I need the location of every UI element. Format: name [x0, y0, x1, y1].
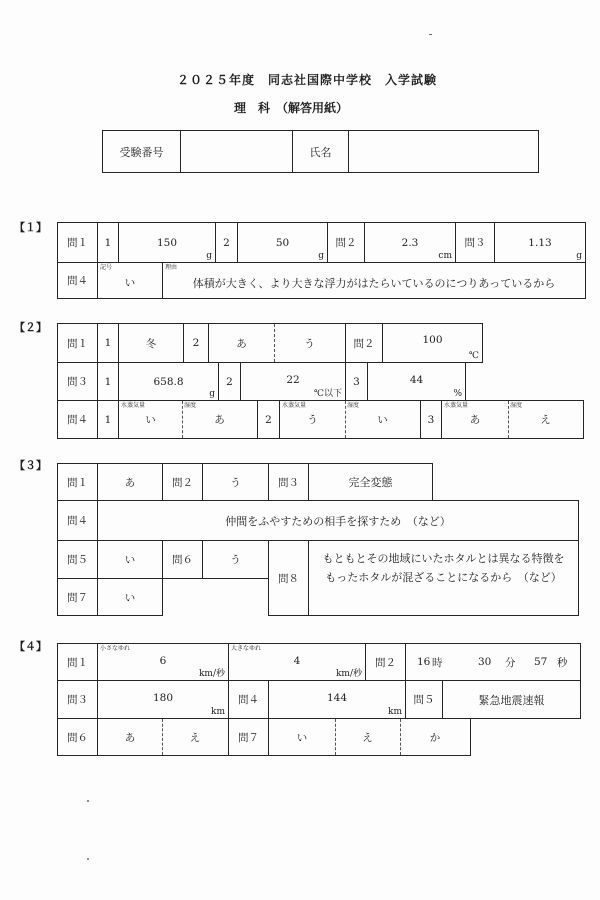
s4-q1-label: 問１ [57, 643, 98, 681]
answer-value: い [377, 414, 388, 426]
s1-q1-sub2-number: 2 [215, 222, 238, 263]
page-subtitle: 理 科 （解答用紙） [233, 101, 348, 115]
answer-value: あ [124, 731, 136, 744]
s2-q3-sub3-number: 3 [345, 362, 368, 401]
s4-q3-label: 問３ [57, 680, 98, 719]
s3-q4-label: 問４ [57, 500, 98, 541]
s3-q2-label: 問２ [162, 463, 203, 501]
s1-q3-label: 問３ [455, 222, 495, 263]
scan-speck [87, 800, 89, 802]
s1-q1-answer2 [237, 222, 328, 263]
s1-q4-reason [162, 262, 586, 299]
s4-q6-answer [97, 718, 229, 756]
unit-label: km [211, 707, 225, 717]
s2-q3-answer3 [367, 362, 466, 401]
s3-q1-answer: あ [97, 463, 163, 501]
s4-q5-answer: 緊急地震速報 [442, 680, 581, 719]
answer-value: え [189, 731, 201, 744]
s1-q1-answer1 [118, 222, 216, 263]
s4-q6-label: 問６ [57, 718, 98, 756]
unit-label: g [576, 251, 582, 261]
unit-label: ℃以下 [313, 389, 342, 399]
answer-value: え [362, 731, 373, 744]
symbol-caption: 記号 [100, 264, 113, 271]
unit-label: g [318, 251, 324, 261]
unit-label: % [453, 389, 462, 399]
answer-value: 150 [156, 236, 178, 249]
humidity-caption: 湿度 [184, 402, 197, 409]
section-2-label: 【２】 [14, 321, 47, 334]
answer-text: 体積が大きく、より大きな浮力がはたらいているのにつりあっているから [192, 276, 556, 290]
s3-q6-label: 問６ [162, 540, 203, 579]
s4-q1-small-quake [97, 643, 229, 681]
scan-speck [87, 858, 89, 860]
s3-q3-label: 問３ [268, 463, 309, 501]
large-quake-caption: 大きなゆれ [231, 645, 262, 652]
answer-value: 1.13 [528, 236, 552, 249]
s2-q3-sub2-number: 2 [218, 362, 241, 401]
s3-q8-answer [308, 540, 579, 616]
answer-value: 2.3 [401, 236, 419, 249]
answer-value: う [304, 337, 315, 350]
s2-q1-sub1-number: 1 [97, 323, 119, 363]
s3-q8-label: 問８ [268, 540, 309, 616]
vapor-part [442, 401, 508, 438]
s3-q3-answer: 完全変態 [308, 463, 433, 501]
s1-q3-answer [494, 222, 586, 263]
s2-q4-answer1 [118, 400, 258, 439]
s4-q2-answer [405, 643, 581, 681]
answer-value: え [540, 414, 551, 426]
reason-caption: 理由 [165, 264, 178, 271]
s3-q4-answer: 仲間をふやすための相手を探すため （など） [97, 500, 579, 541]
s2-q1-label: 問１ [57, 323, 98, 363]
s4-q2-label: 問２ [365, 643, 406, 681]
answer-value: あ [236, 337, 247, 350]
s2-q4-label: 問４ [57, 400, 98, 439]
vapor-caption: 水蒸気量 [121, 402, 146, 409]
section-3-label: 【３】 [14, 459, 47, 472]
s2-q1-sub2-number: 2 [183, 323, 209, 363]
s2-q1-answer2 [208, 323, 346, 363]
s2-q3-sub1-number: 1 [97, 362, 119, 401]
s2-q4-answer2 [279, 400, 421, 439]
second-unit: 秒 [557, 656, 568, 669]
unit-label: cm [438, 251, 452, 261]
exam-number-label: 受験番号 [102, 130, 181, 173]
name-label: 氏名 [292, 130, 349, 173]
s2-q2-label: 問２ [345, 323, 383, 363]
unit-label: km [388, 707, 402, 717]
s2-q4-answer3 [441, 400, 584, 439]
vapor-part [280, 401, 345, 438]
answer-value: か [429, 731, 441, 744]
answer-value: 4 [293, 655, 301, 667]
scan-speck [429, 34, 432, 35]
answer-value: 44 [409, 373, 424, 386]
humidity-part [345, 401, 420, 438]
s3-q6-answer: う [202, 540, 269, 579]
second-value: 57 [534, 656, 548, 668]
humidity-caption: 湿度 [347, 402, 360, 409]
unit-label: g [209, 389, 215, 399]
unit-label: ℃ [468, 351, 479, 361]
hour-value: 16 [417, 656, 431, 668]
answer-value: あ [469, 414, 481, 426]
answer-value: あ [214, 414, 225, 426]
small-quake-caption: 小さなゆれ [100, 645, 131, 652]
s2-q2-answer [382, 323, 483, 363]
s2-q3-answer1 [118, 362, 219, 401]
s1-q4-label: 問４ [57, 262, 98, 299]
s3-q7-answer: い [97, 578, 163, 616]
s2-q4-sub1-number: 1 [97, 400, 119, 439]
answer-value: い [296, 731, 308, 744]
name-field [348, 130, 539, 173]
s3-q5-label: 問５ [57, 540, 98, 579]
s2-q3-answer2 [240, 362, 346, 401]
unit-label: km/秒 [198, 669, 225, 679]
answer-value: 144 [326, 692, 348, 704]
answer-value: 50 [275, 236, 290, 249]
vapor-caption: 水蒸気量 [282, 402, 307, 409]
s2-q4-sub2-number: 2 [257, 400, 280, 439]
s2-q3-label: 問３ [57, 362, 98, 401]
section-4-label: 【４】 [14, 640, 47, 653]
answer-line: もともとその地域にいたホタルとは異なる特徴を [322, 552, 565, 565]
s4-q3-answer [97, 680, 229, 719]
page-title: ２０２５年度 同志社国際中学校 入学試験 [176, 73, 437, 87]
unit-label: g [206, 251, 212, 261]
s3-q1-label: 問１ [57, 463, 98, 501]
s4-q7-answer [268, 718, 471, 756]
s1-q2-answer [364, 222, 456, 263]
s1-q1-label: 問１ [57, 222, 98, 263]
answer-value: 100 [422, 334, 443, 346]
exam-number-field [180, 130, 293, 173]
humidity-caption: 湿度 [510, 402, 523, 409]
hour-unit: 時 [432, 656, 443, 669]
answer-value: い [124, 277, 136, 289]
s2-q4-sub3-number: 3 [420, 400, 442, 439]
vapor-part [119, 401, 182, 438]
vapor-caption: 水蒸気量 [444, 402, 469, 409]
unit-label: km/秒 [335, 669, 362, 679]
minute-unit: 分 [505, 656, 516, 669]
s3-q7-label: 問７ [57, 578, 98, 616]
humidity-part [182, 401, 257, 438]
answer-value: 180 [152, 692, 174, 704]
s4-q7-label: 問７ [228, 718, 269, 756]
s4-q4-label: 問４ [228, 680, 269, 719]
minute-value: 30 [478, 656, 492, 668]
section-1-label: 【１】 [14, 221, 47, 234]
answer-value: 658.8 [153, 375, 184, 388]
answer-value: う [307, 414, 318, 426]
s3-q5-answer: い [97, 540, 163, 579]
s1-q1-sub1-number: 1 [97, 222, 119, 263]
s4-q1-large-quake [228, 643, 366, 681]
answer-value: 6 [159, 655, 167, 667]
s4-q4-answer [268, 680, 406, 719]
s3-q2-answer: う [202, 463, 269, 501]
answer-value: い [145, 414, 156, 426]
answer-value: 22 [286, 373, 300, 386]
s2-q1-answer1: 冬 [118, 323, 184, 363]
s1-q2-label: 問２ [327, 222, 365, 263]
s4-q5-label: 問５ [405, 680, 443, 719]
humidity-part [508, 401, 583, 438]
answer-line: もったホタルが混ざることになるから （など） [325, 571, 562, 584]
s1-q4-symbol [97, 262, 163, 299]
